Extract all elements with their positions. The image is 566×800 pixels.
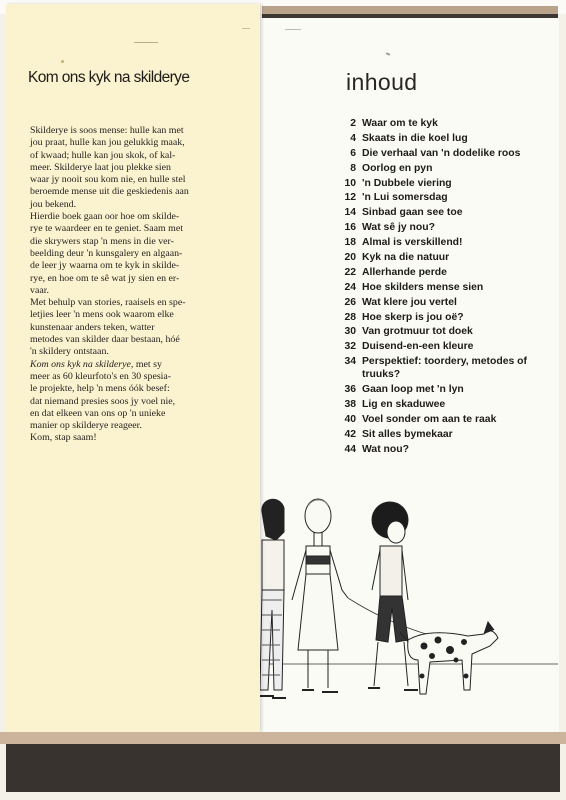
intro-line: manier op skilderye reageer. (30, 420, 142, 432)
toc-chapter-title: Van grotmuur tot doek (362, 326, 473, 338)
toc-page-number: 32 (344, 341, 356, 353)
intro-line: 'n skildery ontstaan. (30, 346, 109, 358)
toc-page-number: 38 (344, 399, 356, 411)
toc-page-number: 14 (344, 207, 356, 219)
intro-line: de leer jy waarna om te kyk in skilde- (30, 260, 180, 272)
left-page-mark (134, 42, 158, 43)
toc-entry (322, 266, 552, 279)
toc-entry (322, 251, 552, 264)
toc-entry (322, 281, 552, 294)
toc-chapter-title: 'n Lui somersdag (362, 192, 448, 204)
toc-page-number: 34 (344, 356, 356, 368)
intro-paragraphs-2 (30, 371, 238, 445)
intro-line: rye te waardeer en te geniet. Saam met (30, 223, 183, 235)
toc-entry (322, 206, 552, 219)
toc-chapter-title: Wat klere jou vertel (362, 296, 457, 308)
intro-text (30, 125, 238, 445)
toc-page-number: 20 (344, 252, 356, 264)
intro-line: beelding deur 'n kunsgalery en algaan- (30, 247, 183, 259)
girl-left-figure (258, 499, 286, 698)
book-title: Kom ons kyk na skilderye (28, 69, 190, 86)
toc-chapter-title: Hoe skerp is jou oë? (362, 311, 464, 323)
intro-line-italic (30, 359, 238, 371)
intro-italic-title: Kom ons kyk na skilderye, (30, 358, 134, 370)
toc-chapter-title: Sinbad gaan see toe (362, 207, 463, 219)
toc-page-number: 36 (344, 384, 356, 396)
toc-entry (322, 355, 552, 381)
page-bottom-edge (0, 732, 566, 744)
intro-line: metodes van skilder daar bestaan, hóé (30, 334, 180, 346)
left-page-speck (61, 60, 64, 63)
intro-line: meer. Skilderye laat jou plekke sien (30, 161, 171, 173)
toc-entry (322, 443, 552, 456)
toc-chapter-title: Wat nou? (362, 443, 409, 455)
toc-entry (322, 296, 552, 309)
toc-chapter-title: Kyk na die natuur (362, 252, 450, 264)
toc-page-number: 40 (344, 414, 356, 426)
toc-entry (322, 311, 552, 324)
toc-chapter-title: Waar om te kyk (362, 118, 438, 129)
intro-line: Hierdie boek gaan oor hoe om skilde- (30, 211, 180, 223)
toc-entry (322, 325, 552, 338)
toc-entry (322, 340, 552, 353)
toc-chapter-title: Wat sê jy nou? (362, 222, 435, 234)
toc-page-number: 2 (350, 118, 356, 129)
intro-line: beroemde mense uit die geskiedenis aan (30, 186, 189, 198)
toc-page-number: 44 (344, 443, 356, 455)
toc-heading: inhoud (346, 69, 418, 95)
intro-line: rye, en hoe om te sê wat jy sien en er- (30, 272, 180, 284)
toc-entry (322, 191, 552, 204)
toc-entry (322, 413, 552, 426)
intro-line: Met behulp van stories, raaisels en spe- (30, 297, 186, 309)
toc-entry (322, 132, 552, 145)
toc-chapter-title: Almal is verskillend! (362, 237, 463, 249)
toc-page-number: 16 (344, 222, 356, 234)
toc-entry (322, 221, 552, 234)
boy-figure (368, 502, 418, 690)
toc-page-number: 10 (344, 177, 356, 189)
intro-line: jou praat, hulle kan jou gelukkig maak, (30, 137, 185, 149)
toc-page-number: 6 (350, 147, 356, 159)
toc-chapter-title: Die verhaal van 'n dodelike roos (362, 147, 521, 159)
toc-page-number: 42 (344, 429, 356, 441)
toc-chapter-title: Oorlog en pyn (362, 162, 433, 174)
intro-line: Skilderye is soos mense: hulle kan met (30, 125, 184, 136)
intro-paragraphs (30, 125, 238, 359)
intro-line: dat niemand presies soos jy voel nie, (30, 395, 176, 407)
toc-chapter-title: Gaan loop met 'n lyn (362, 384, 464, 396)
intro-line: en dat elkeen van ons op 'n unieke (30, 407, 166, 419)
toc-page-number: 18 (344, 237, 356, 249)
intro-line: jou bekend. (30, 198, 77, 210)
intro-line: of kwaad; hulle kan jou skok, of kal- (30, 149, 176, 161)
intro-line: Kom, stap saam! (30, 432, 97, 444)
toc-chapter-title: 'n Dubbele viering (362, 177, 452, 189)
toc-entry (322, 236, 552, 249)
toc-chapter-title: Duisend-en-een kleure (362, 341, 474, 353)
toc-chapter-title: Voel sonder om aan te raak (362, 414, 497, 426)
left-page-tick (242, 28, 250, 29)
intro-line: kunstenaar anders teken, watter (30, 321, 155, 333)
toc-page-number: 12 (344, 192, 356, 204)
children-walking-dog-illustration (258, 490, 558, 710)
toc-entry (322, 398, 552, 411)
intro-line: waar jy nooit sou kom nie, en hulle stel (30, 174, 186, 186)
intro-after-italic: met sy (133, 358, 162, 370)
intro-line: letjies leer 'n mens ook waarom elke (30, 309, 174, 321)
toc-chapter-title: Sit alles bymekaar (362, 429, 453, 441)
toc-chapter-title: Hoe skilders mense sien (362, 281, 484, 293)
toc-page-number: 26 (344, 296, 356, 308)
table-of-contents (322, 117, 552, 458)
toc-entry (322, 428, 552, 441)
toc-entry (322, 383, 552, 396)
toc-chapter-title: Skaats in die koel lug (362, 132, 468, 144)
toc-entry (322, 117, 552, 130)
toc-entry (322, 177, 552, 190)
toc-page-number: 30 (344, 326, 356, 338)
toc-page-number: 4 (350, 132, 356, 144)
toc-page-number: 24 (344, 281, 356, 293)
toc-page-number: 28 (344, 311, 356, 323)
toc-chapter-title: Perspektief: toordery, metodes of truuks? (362, 356, 527, 381)
toc-chapter-title: Lig en skaduwee (362, 399, 446, 411)
scan-bottom-bar (6, 744, 560, 792)
intro-line: meer as 60 kleurfoto's en 30 spesia- (30, 370, 172, 382)
intro-line: le projekte, help 'n mens óók besef: (30, 383, 170, 395)
intro-line: die skrywers stap 'n mens in die ver- (30, 235, 174, 247)
toc-page-number: 22 (344, 266, 356, 278)
girl-middle-figure (292, 499, 348, 692)
intro-line: vaar. (30, 284, 49, 296)
right-page-mark (285, 29, 301, 30)
toc-entry (322, 147, 552, 160)
toc-chapter-title: Allerhande perde (362, 266, 447, 278)
dalmatian-dog (400, 622, 498, 694)
toc-page-number: 8 (350, 162, 356, 174)
toc-entry (322, 162, 552, 175)
